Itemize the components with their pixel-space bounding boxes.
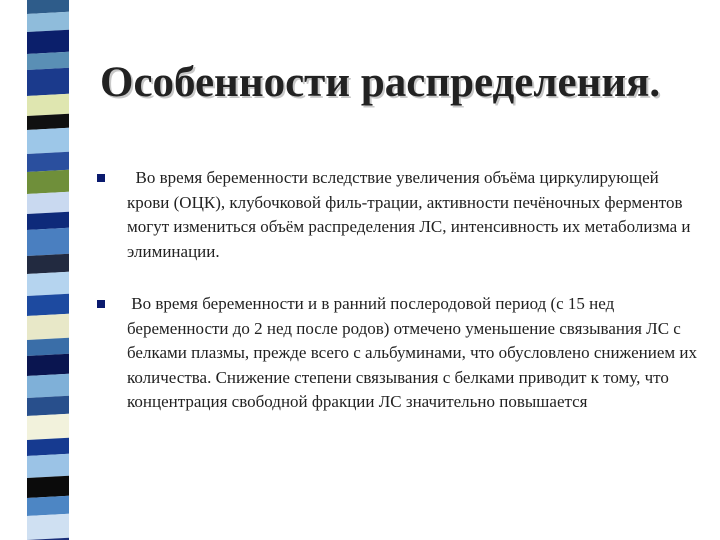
stripe-segment — [27, 254, 69, 274]
stripe-segment — [27, 30, 69, 54]
stripe-segment — [27, 314, 69, 340]
stripe-segment — [27, 476, 69, 498]
square-bullet-icon — [97, 300, 105, 308]
stripe-segment — [27, 514, 69, 540]
stripe-segment — [27, 294, 69, 316]
stripe-segment — [27, 68, 69, 96]
stripe-segment — [27, 396, 69, 416]
stripe-column — [27, 0, 69, 540]
bullet-text: Во время беременности вследствие увеличения объёма циркулирующей крови (ОЦК), клубочковой филь-трации, активности печёночных ферментов могут измениться объём распределения ЛС, интенсивность их метаболизма и элиминации. — [127, 168, 691, 261]
stripe-segment — [27, 228, 69, 256]
bullet-item — [97, 166, 697, 264]
stripe-segment — [27, 170, 69, 194]
stripe-segment — [27, 12, 69, 32]
decorative-stripe-bar — [27, 0, 69, 540]
stripe-segment — [27, 414, 69, 440]
stripe-segment — [27, 94, 69, 116]
stripe-segment — [27, 192, 69, 214]
stripe-segment — [27, 496, 69, 516]
stripe-segment — [27, 354, 69, 376]
slide-title: Особенности распределения. — [100, 59, 661, 106]
stripe-segment — [27, 128, 69, 154]
stripe-segment — [27, 374, 69, 398]
stripe-segment — [27, 152, 69, 172]
stripe-segment — [27, 454, 69, 478]
bullet-item — [97, 292, 697, 415]
stripe-segment — [27, 272, 69, 296]
bullet-text: Во время беременности и в ранний послеродовой период (с 15 нед беременности до 2 нед после родов) отмечено уменьшение связывания ЛС с белками плазмы, прежде всего с альбуминами, что обусловлено снижением их количества. Снижение степени связывания с белками приводит к тому, что концентрация свободной фракции ЛС значительно повышается — [127, 294, 697, 411]
square-bullet-icon — [97, 174, 105, 182]
